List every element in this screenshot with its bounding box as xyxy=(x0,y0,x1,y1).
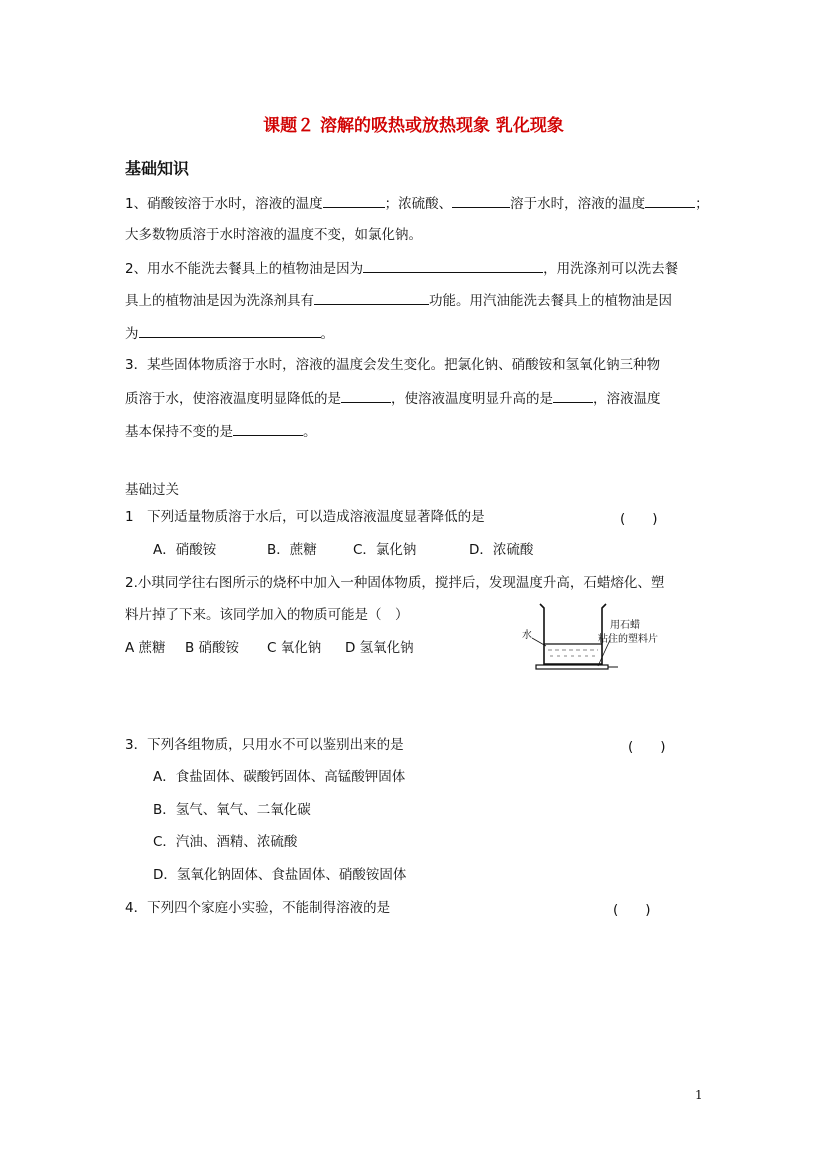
mc1-stem: 1 下列适量物质溶于水后，可以造成溶液温度显著降低的是 xyxy=(125,509,485,525)
beaker-illustration xyxy=(518,600,694,676)
question-1-line-2: 大多数物质溶于水时溶液的温度不变，如氯化钠。 xyxy=(125,227,422,243)
mc1-options xyxy=(153,540,533,560)
mc4-answer-paren[interactable]: ( ) xyxy=(613,902,651,918)
mc2-options xyxy=(125,638,414,658)
beaker-figure xyxy=(518,600,694,676)
answer-blank[interactable] xyxy=(645,193,695,208)
answer-blank[interactable] xyxy=(233,421,303,436)
q3-text-e: 。 xyxy=(303,424,317,440)
figure-label-wax-line1: 用石蜡 xyxy=(610,620,640,631)
mc3-option-d[interactable]: D．氢氧化钠固体、食盐固体、硝酸铵固体 xyxy=(153,867,407,883)
mc4-stem: 4．下列四个家庭小实验，不能制得溶液的是 xyxy=(125,900,391,916)
question-2-line-1 xyxy=(125,258,678,279)
option-c[interactable]: C 氧化钠 xyxy=(267,640,322,656)
figure-label-wax-line2: 粘住的塑料片 xyxy=(598,634,658,645)
q1-text-d: ； xyxy=(695,196,709,212)
q3-text-b: ，使溶液温度明显升高的是 xyxy=(391,391,553,407)
q3-text-a: 质溶于水，使溶液温度明显降低的是 xyxy=(125,391,341,407)
option-a[interactable]: A．硝酸铵 xyxy=(153,542,217,558)
question-3-line-2 xyxy=(125,388,661,409)
question-3-line-3 xyxy=(125,421,317,442)
section-heading-basic-pass: 基础过关 xyxy=(125,482,179,498)
mc3-option-c[interactable]: C．汽油、酒精、浓硫酸 xyxy=(153,834,298,850)
page-title: 课题２ 溶解的吸热或放热现象 乳化现象 xyxy=(263,116,564,136)
q2-text-a: 2、用水不能洗去餐具上的植物油是因为 xyxy=(125,261,364,277)
q2-text-b: ，用洗涤剂可以洗去餐 xyxy=(543,261,679,277)
figure-label-water: 水 xyxy=(522,630,532,641)
page-number: 1 xyxy=(695,1088,703,1102)
q3-text-c: ，溶液温度 xyxy=(593,391,661,407)
option-b[interactable]: B 硝酸铵 xyxy=(185,640,240,656)
answer-blank[interactable] xyxy=(323,193,385,208)
answer-blank[interactable] xyxy=(452,193,510,208)
q2-text-c: 具上的植物油是因为洗涤剂具有 xyxy=(125,293,314,309)
mc3-answer-paren[interactable]: ( ) xyxy=(628,739,666,755)
q2-text-d: 功能。用汽油能洗去餐具上的植物油是因 xyxy=(429,293,672,309)
mc2-line-1: 2.小琪同学往右图所示的烧杯中加入一种固体物质，搅拌后，发现温度升高，石蜡熔化、塑 xyxy=(125,575,665,591)
answer-blank[interactable] xyxy=(341,388,391,403)
mc1-answer-paren[interactable]: ( ) xyxy=(620,511,658,527)
q1-text-b: ；浓硫酸、 xyxy=(384,196,453,212)
option-a[interactable]: A 蔗糖 xyxy=(125,640,166,656)
q3-text-d: 基本保持不变的是 xyxy=(125,424,233,440)
option-c[interactable]: C．氯化钠 xyxy=(353,542,417,558)
answer-blank[interactable] xyxy=(363,258,543,273)
question-2-line-2 xyxy=(125,290,672,311)
mc2-line-2: 料片掉了下来。该同学加入的物质可能是（ ） xyxy=(125,607,409,623)
mc3-stem: 3．下列各组物质，只用水不可以鉴别出来的是 xyxy=(125,737,404,753)
question-2-line-3 xyxy=(125,323,334,344)
option-d[interactable]: D 氢氧化钠 xyxy=(345,640,414,656)
answer-blank[interactable] xyxy=(139,323,321,338)
mc3-option-a[interactable]: A．食盐固体、碳酸钙固体、高锰酸钾固体 xyxy=(153,769,406,785)
answer-blank[interactable] xyxy=(314,290,429,305)
q2-text-e: 为 xyxy=(125,326,139,342)
answer-blank[interactable] xyxy=(553,388,593,403)
question-3-line-1: 3．某些固体物质溶于水时，溶液的温度会发生变化。把氯化钠、硝酸铵和氢氧化钠三种物 xyxy=(125,357,661,373)
section-heading-basic-knowledge: 基础知识 xyxy=(125,159,190,178)
q1-text-a: 1、硝酸铵溶于水时，溶液的温度 xyxy=(125,196,323,212)
q1-text-c: 溶于水时，溶液的温度 xyxy=(510,196,646,212)
mc3-option-b[interactable]: B．氢气、氧气、二氧化碳 xyxy=(153,802,311,818)
q2-text-f: 。 xyxy=(320,326,334,342)
question-1-line-1 xyxy=(125,193,709,214)
option-b[interactable]: B．蔗糖 xyxy=(267,542,317,558)
option-d[interactable]: D．浓硫酸 xyxy=(469,542,534,558)
